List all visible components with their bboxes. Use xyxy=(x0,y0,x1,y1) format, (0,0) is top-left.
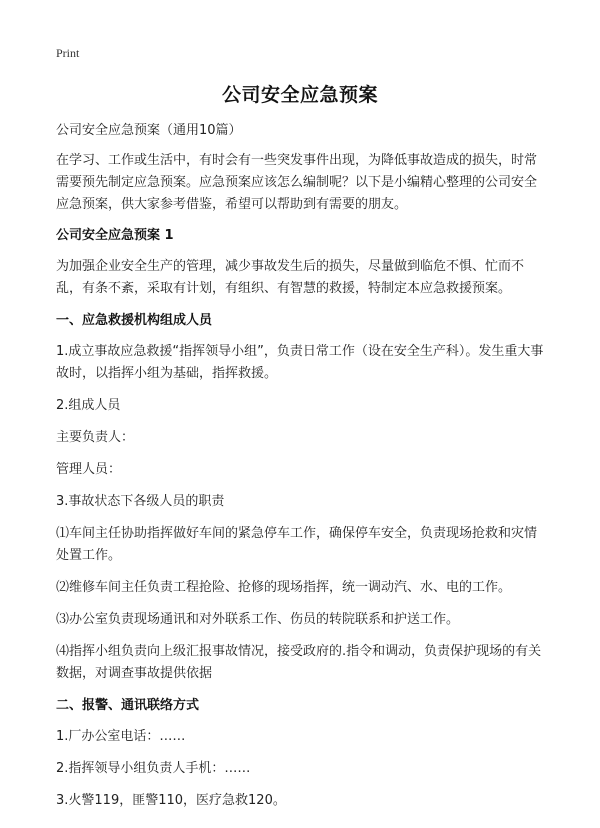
document-subtitle: 公司安全应急预案（通用10篇） xyxy=(56,123,242,138)
contact-1-line: 1.厂办公室电话：…… xyxy=(56,729,186,744)
article-intro-paragraph: 为加强企业安全生产的管理，减少事故发生后的损失，尽量做到临危不惧、忙而不乱，有条不紊，采取有计划，有组织、有智慧的救援，特制定本应急救援预案。 xyxy=(56,259,525,296)
article-title: 公司安全应急预案 1 xyxy=(56,228,174,243)
duty-3-paragraph: ⑶办公室负责现场通讯和对外联系工作、伤员的转院联系和护送工作。 xyxy=(56,612,460,627)
document-body xyxy=(56,120,548,822)
item-2-paragraph: 2.组成人员 xyxy=(56,398,121,413)
page-title: 公司安全应急预案 xyxy=(221,84,378,106)
managers-line: 管理人员： xyxy=(56,462,122,477)
contact-2-line: 2.指挥领导小组负责人手机：…… xyxy=(56,761,251,776)
duty-1-paragraph: ⑴车间主任协助指挥做好车间的紧急停车工作，确保停车安全，负责现场抢救和灾情处置工作。 xyxy=(56,526,538,563)
print-link[interactable]: Print xyxy=(56,46,80,60)
item-1-paragraph: 1.成立事故应急救援“指挥领导小组”，负责日常工作（设在安全生产科）。发生重大事故时，以指挥小组为基础，指挥救援。 xyxy=(56,344,544,381)
duty-2-paragraph: ⑵维修车间主任负责工程抢险、抢修的现场指挥，统一调动汽、水、电的工作。 xyxy=(56,580,512,595)
main-leader-line: 主要负责人： xyxy=(56,430,135,445)
intro-paragraph: 在学习、工作或生活中，有时会有一些突发事件出现，为降低事故造成的损失，时常需要预先制定应急预案。应急预案应该怎么编制呢？以下是小编精心整理的公司安全应急预案，供大家参考借鉴，希望可以帮助到有需要的朋友。 xyxy=(56,153,538,212)
section-title-organization: 一、应急救援机构组成人员 xyxy=(56,313,213,328)
section-title-contact: 二、报警、通讯联络方式 xyxy=(56,698,200,713)
item-3-paragraph: 3.事故状态下各级人员的职责 xyxy=(56,494,225,509)
duty-4-paragraph: ⑷指挥小组负责向上级汇报事故情况，接受政府的.指令和调动，负责保护现场的有关数据，对调查事故提供依据 xyxy=(56,644,542,681)
contact-3-line: 3.火警119，匪警110，医疗急救120。 xyxy=(56,793,286,808)
